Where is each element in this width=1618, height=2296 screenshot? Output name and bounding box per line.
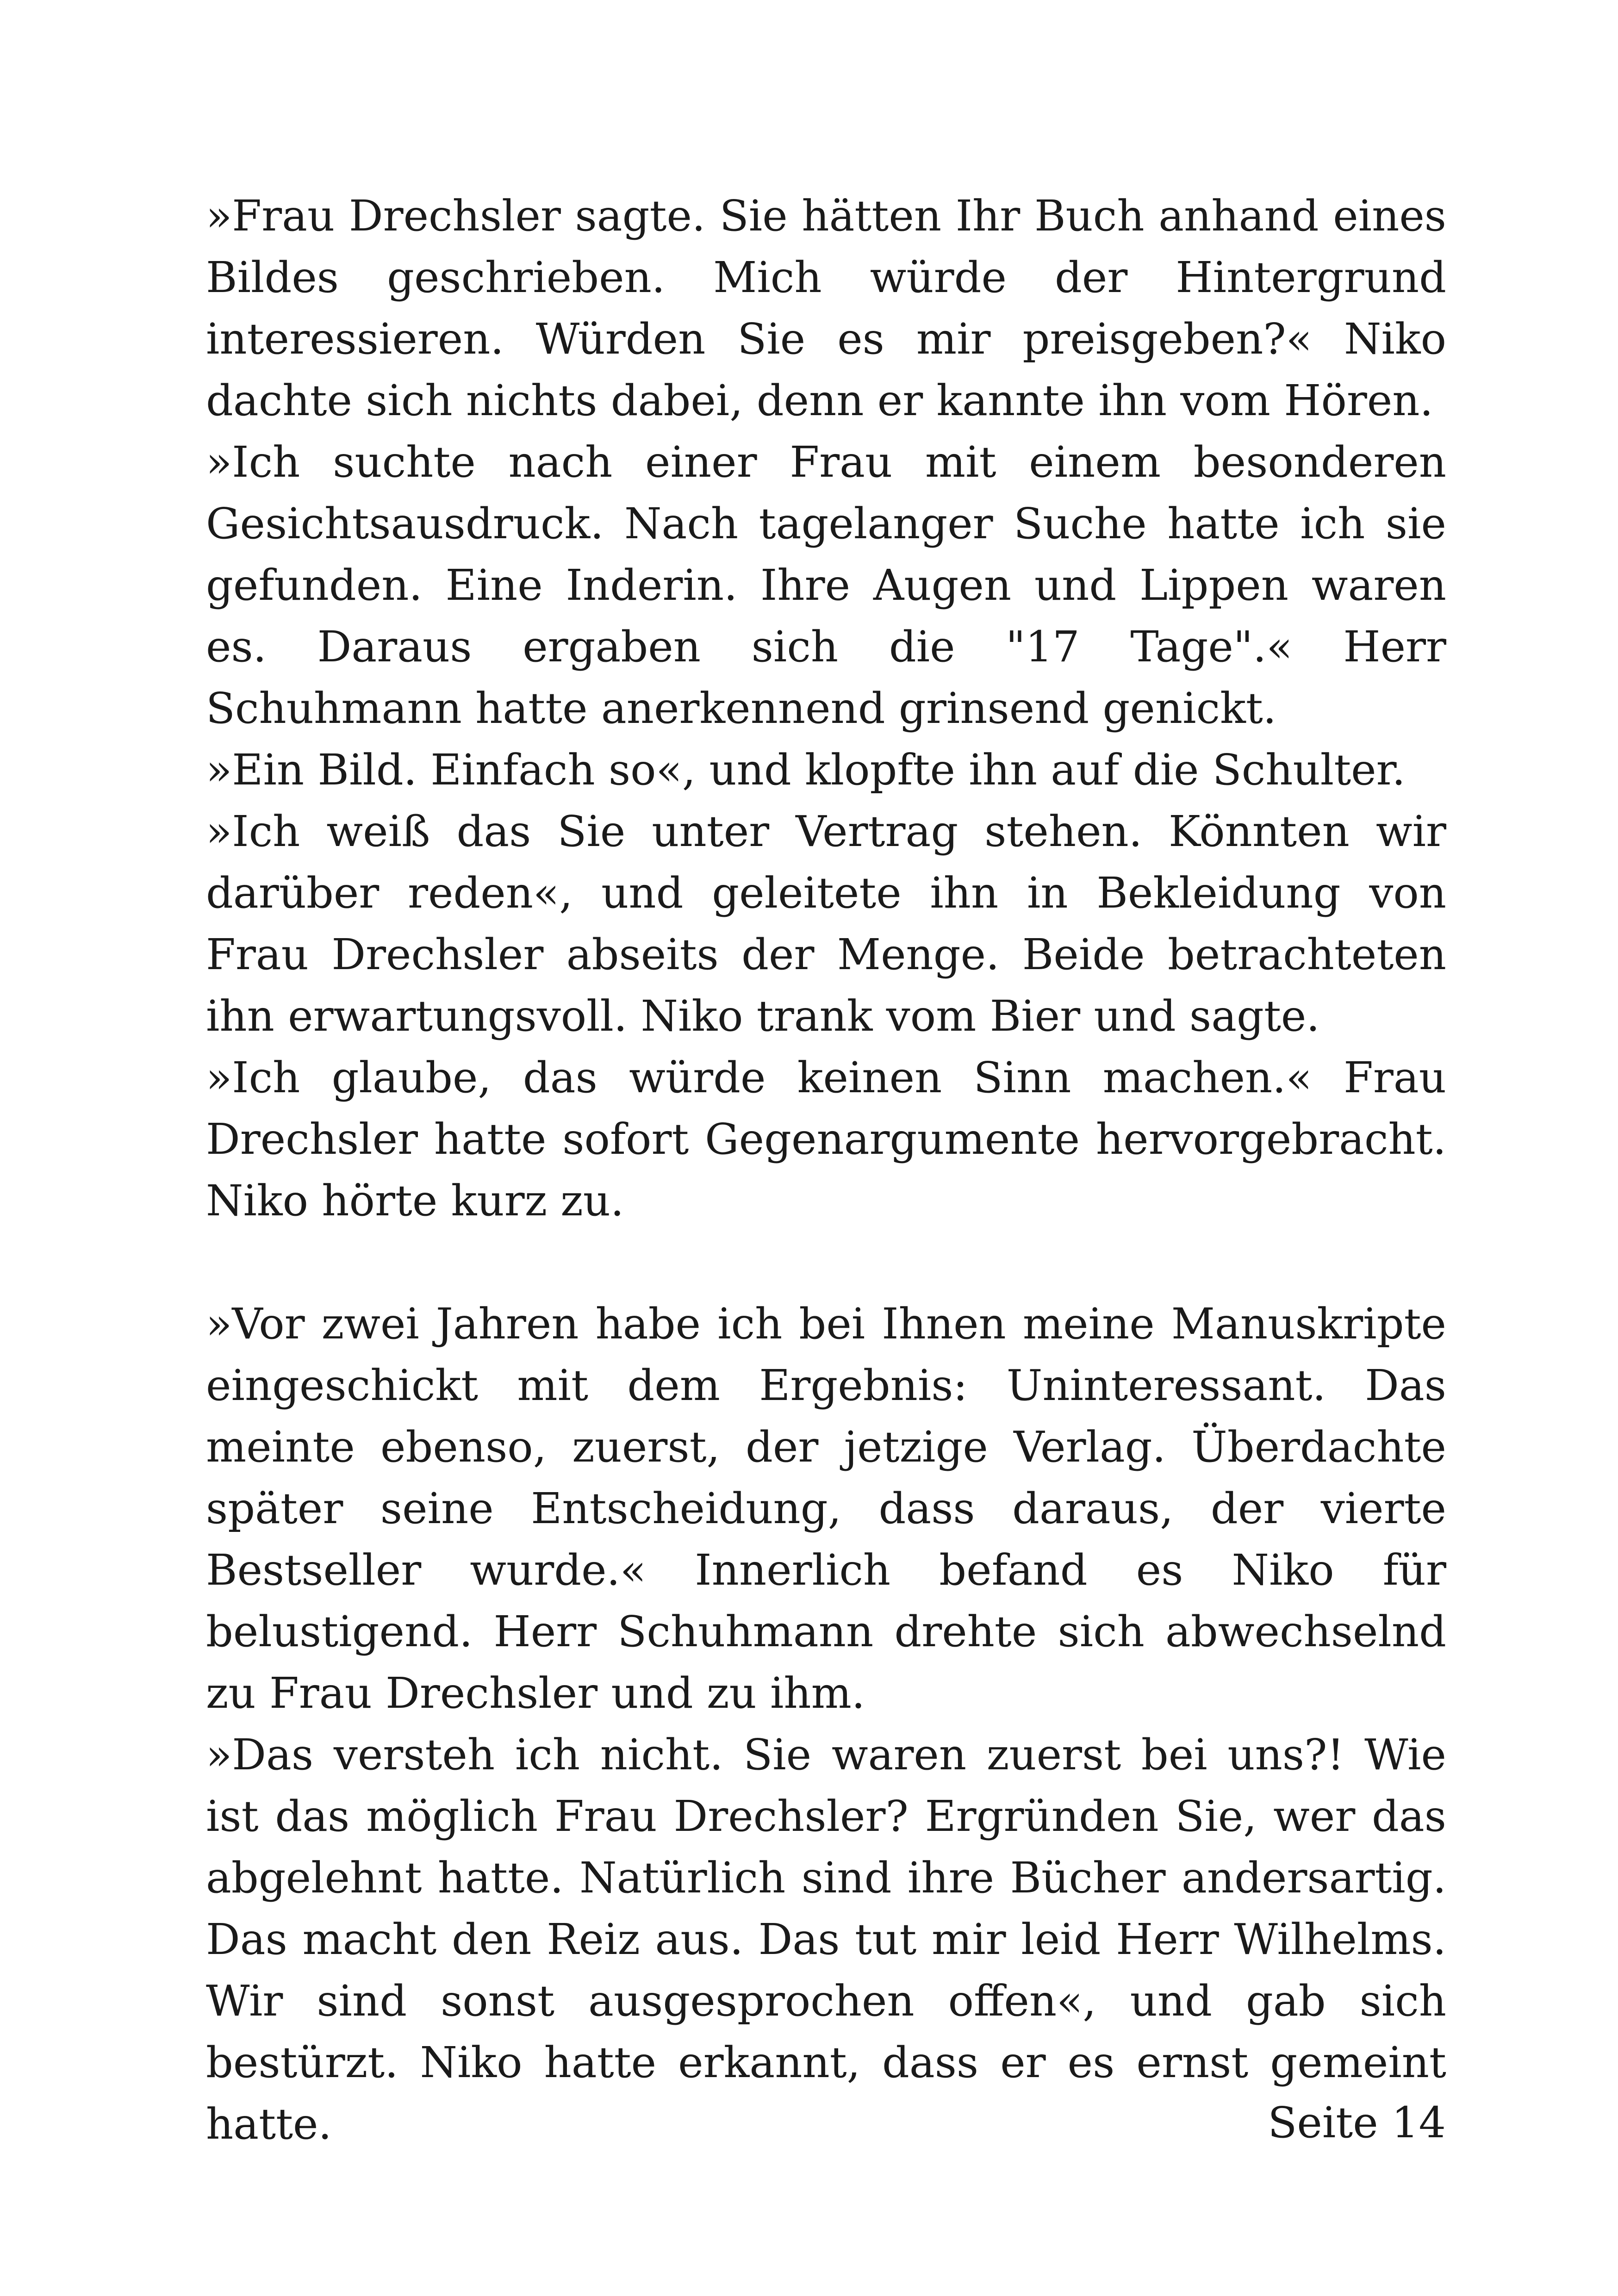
paragraph-1: »Frau Drechsler sagte. Sie hätten Ihr Buch anhand eines Bildes geschrieben. Mich würde der Hintergrund interessieren. Würden Sie es mir preisgeben?« Niko dachte sich nichts dabei, denn er kannte ihn vom Hören. <box>206 191 1446 425</box>
paragraph-4: »Ich weiß das Sie unter Vertrag stehen. Könnten wir darüber reden«, und geleitete ihn in Bekleidung von Frau Drechsler abseits der Menge. Beide betrachteten ihn erwartungsvoll. Niko trank vom Bier und sagte. <box>206 807 1446 1041</box>
paragraph-2: »Ich suchte nach einer Frau mit einem besonderen Gesichtsausdruck. Nach tagelanger Suche hatte ich sie gefunden. Eine Inderin. Ihre Augen und Lippen waren es. Daraus ergaben sich die "17 Tage".« Herr Schuhmann hatte anerkennend grinsend genickt. <box>206 437 1446 733</box>
page-number: Seite 14 <box>1268 2098 1446 2147</box>
body-text <box>206 185 1446 2155</box>
paragraph-7: »Das versteh ich nicht. Sie waren zuerst bei uns?! Wie ist das möglich Frau Drechsler? Ergründen Sie, wer das abgelehnt hatte. Natürlich sind ihre Bücher andersartig. Das macht den Reiz aus. Das tut mir leid Herr Wilhelms. Wir sind sonst ausgesprochen offen«, und gab sich bestürzt. Niko hatte erkannt, dass er es ernst gemeint hatte. <box>206 1730 1446 2149</box>
paragraph-6: »Vor zwei Jahren habe ich bei Ihnen meine Manuskripte eingeschickt mit dem Ergebnis: Uninteressant. Das meinte ebenso, zuerst, der jetzige Verlag. Überdachte später seine Entscheidung, dass daraus, der vierte Bestseller wurde.« Innerlich befand es Niko für belustigend. Herr Schuhmann drehte sich abwechselnd zu Frau Drechsler und zu ihm. <box>206 1299 1446 1718</box>
paragraph-3: »Ein Bild. Einfach so«, und klopfte ihn auf die Schulter. <box>206 745 1406 795</box>
paragraph-5: »Ich glaube, das würde keinen Sinn machen.« Frau Drechsler hatte sofort Gegenargumente hervorgebracht. Niko hörte kurz zu. <box>206 1053 1446 1226</box>
